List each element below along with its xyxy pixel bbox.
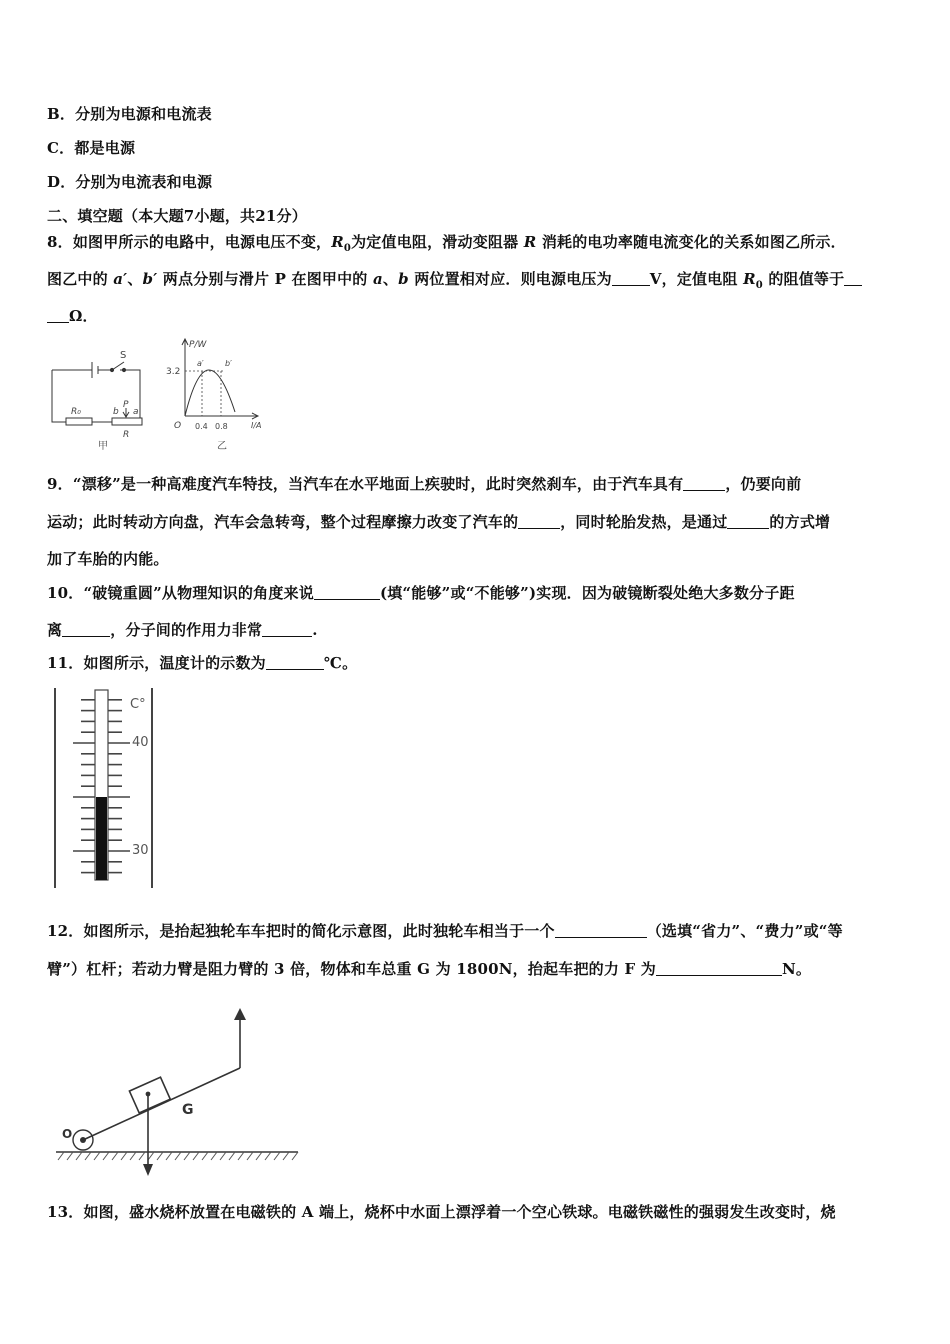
ground-hatch bbox=[157, 1152, 163, 1160]
q12-line1: 12．如图所示，是抬起独轮车车把时的简化示意图，此时独轮车相当于一个 （选填“省力”、“费力”或“等 bbox=[47, 922, 843, 940]
ground-hatch bbox=[247, 1152, 253, 1160]
ground-hatch bbox=[220, 1152, 226, 1160]
q9-line1: 9．“漂移”是一种高难度汽车特技，当汽车在水平地面上疾驶时，此时突然刹车，由于汽车具有 ，仍要向前 bbox=[47, 475, 802, 493]
r0-resistor bbox=[66, 418, 92, 425]
q8-power-graph bbox=[165, 334, 270, 456]
ground-hatch bbox=[67, 1152, 73, 1160]
ground-hatch bbox=[193, 1152, 199, 1160]
force-f-arrow bbox=[234, 1008, 246, 1020]
ground-hatch bbox=[58, 1152, 64, 1160]
q10-line2: 离 ，分子间的作用力非常 . bbox=[47, 621, 318, 639]
tick-label-30: 30 bbox=[132, 843, 149, 858]
y-tick-3-2: 3.2 bbox=[166, 367, 181, 377]
q9-blank-1[interactable] bbox=[683, 476, 725, 491]
switch-label: S bbox=[120, 350, 127, 361]
ground-hatch bbox=[292, 1152, 298, 1160]
ground-hatch bbox=[265, 1152, 271, 1160]
unit-label: C° bbox=[130, 697, 146, 712]
x-axis-label: I/A bbox=[251, 421, 262, 430]
q12-line2: 臂”）杠杆；若动力臂是阻力臂的 3 倍，物体和车总重 G 为 1800N，抬起车把的力 F 为 N。 bbox=[47, 960, 812, 978]
q8-blank-resistance-a[interactable] bbox=[844, 271, 862, 286]
q8-line2: 图乙中的 a′、b′ 两点分别与滑片 P 在图甲中的 a、b 两位置相对应．则电源电压为 V，定值电阻 $R_0$ 的阻值等于 bbox=[47, 268, 862, 291]
q10-line1: 10．“破镜重圆”从物理知识的角度来说 (填“能够”或“不能够”)实现．因为破镜断裂处绝大多数分子距 bbox=[47, 584, 795, 602]
ground-hatch bbox=[130, 1152, 136, 1160]
ground-hatch bbox=[112, 1152, 118, 1160]
gravity-g-arrow bbox=[143, 1164, 153, 1176]
rheostat bbox=[112, 418, 142, 425]
x-tick-0-4: 0.4 bbox=[195, 422, 208, 431]
q10-blank-1[interactable] bbox=[314, 585, 380, 600]
ground-hatch bbox=[238, 1152, 244, 1160]
q9-line2: 运动；此时转动方向盘，汽车会急转弯，整个过程摩擦力改变了汽车的 ，同时轮胎发热，是通过 的方式增 bbox=[47, 513, 831, 531]
power-curve bbox=[185, 370, 235, 416]
ground-hatch bbox=[211, 1152, 217, 1160]
p-label: P bbox=[123, 400, 129, 410]
ground-hatch bbox=[166, 1152, 172, 1160]
option-b: B．分别为电源和电流表 bbox=[47, 105, 212, 123]
g-label: G bbox=[182, 1102, 194, 1118]
pivot-o-label: O bbox=[62, 1127, 73, 1141]
ground-hatch bbox=[121, 1152, 127, 1160]
ground-hatch bbox=[76, 1152, 82, 1160]
q9-line3: 加了车胎的内能。 bbox=[47, 550, 169, 568]
ground-hatch bbox=[256, 1152, 262, 1160]
q11-blank-1[interactable] bbox=[266, 655, 324, 670]
a-label: a bbox=[133, 407, 139, 417]
ground-hatch bbox=[85, 1152, 91, 1160]
ground-hatch bbox=[94, 1152, 100, 1160]
mercury-column bbox=[96, 797, 107, 880]
x-tick-0-8: 0.8 bbox=[215, 422, 228, 431]
b-prime-label: b′ bbox=[225, 359, 232, 368]
ground-hatch bbox=[283, 1152, 289, 1160]
q13-line1: 13．如图，盛水烧杯放置在电磁铁的 A 端上，烧杯中水面上漂浮着一个空心铁球。电磁铁磁性的强弱发生改变时，烧 bbox=[47, 1203, 836, 1221]
ground-hatch bbox=[139, 1152, 145, 1160]
thermometer-figure bbox=[50, 688, 160, 890]
ground-hatch bbox=[184, 1152, 190, 1160]
ground-hatch bbox=[274, 1152, 280, 1160]
origin-label: O bbox=[174, 421, 182, 431]
q9-blank-2[interactable] bbox=[518, 514, 560, 529]
q12-blank-1[interactable] bbox=[555, 923, 647, 938]
q10-blank-2[interactable] bbox=[62, 622, 110, 637]
ground-hatch bbox=[202, 1152, 208, 1160]
q10-blank-3[interactable] bbox=[262, 622, 312, 637]
tick-label-40: 40 bbox=[132, 735, 149, 750]
jia-label: 甲 bbox=[98, 441, 108, 452]
option-d: D．分别为电流表和电源 bbox=[47, 173, 213, 191]
q8-line1: 8．如图甲所示的电路中，电源电压不变，$R_0$为定值电阻，滑动变阻器 R 消耗的电功率随电流变化的关系如图乙所示． bbox=[47, 233, 846, 254]
ground-hatch bbox=[148, 1152, 154, 1160]
q8-blank-resistance-b[interactable] bbox=[47, 308, 69, 323]
q11-line1: 11．如图所示，温度计的示数为 ℃。 bbox=[47, 654, 358, 672]
q9-blank-3[interactable] bbox=[727, 514, 769, 529]
ground-hatch bbox=[229, 1152, 235, 1160]
r-label: R bbox=[123, 430, 130, 440]
r0-label: R₀ bbox=[71, 407, 81, 417]
q12-blank-2[interactable] bbox=[656, 961, 782, 976]
ground-hatch bbox=[103, 1152, 109, 1160]
q8-line3: Ω． bbox=[47, 305, 98, 326]
q8-circuit-diagram bbox=[40, 342, 160, 454]
yi-label: 乙 bbox=[217, 441, 227, 452]
section-heading: 二、填空题（本大题7小题，共21分） bbox=[47, 207, 307, 225]
ground-hatch bbox=[175, 1152, 181, 1160]
b-label: b bbox=[113, 407, 119, 417]
q8-blank-voltage[interactable] bbox=[612, 271, 650, 286]
option-c: C．都是电源 bbox=[47, 139, 136, 157]
wheelbarrow-figure bbox=[50, 1002, 310, 1182]
a-prime-label: a′ bbox=[197, 359, 204, 368]
y-axis-label: P/W bbox=[189, 340, 207, 350]
